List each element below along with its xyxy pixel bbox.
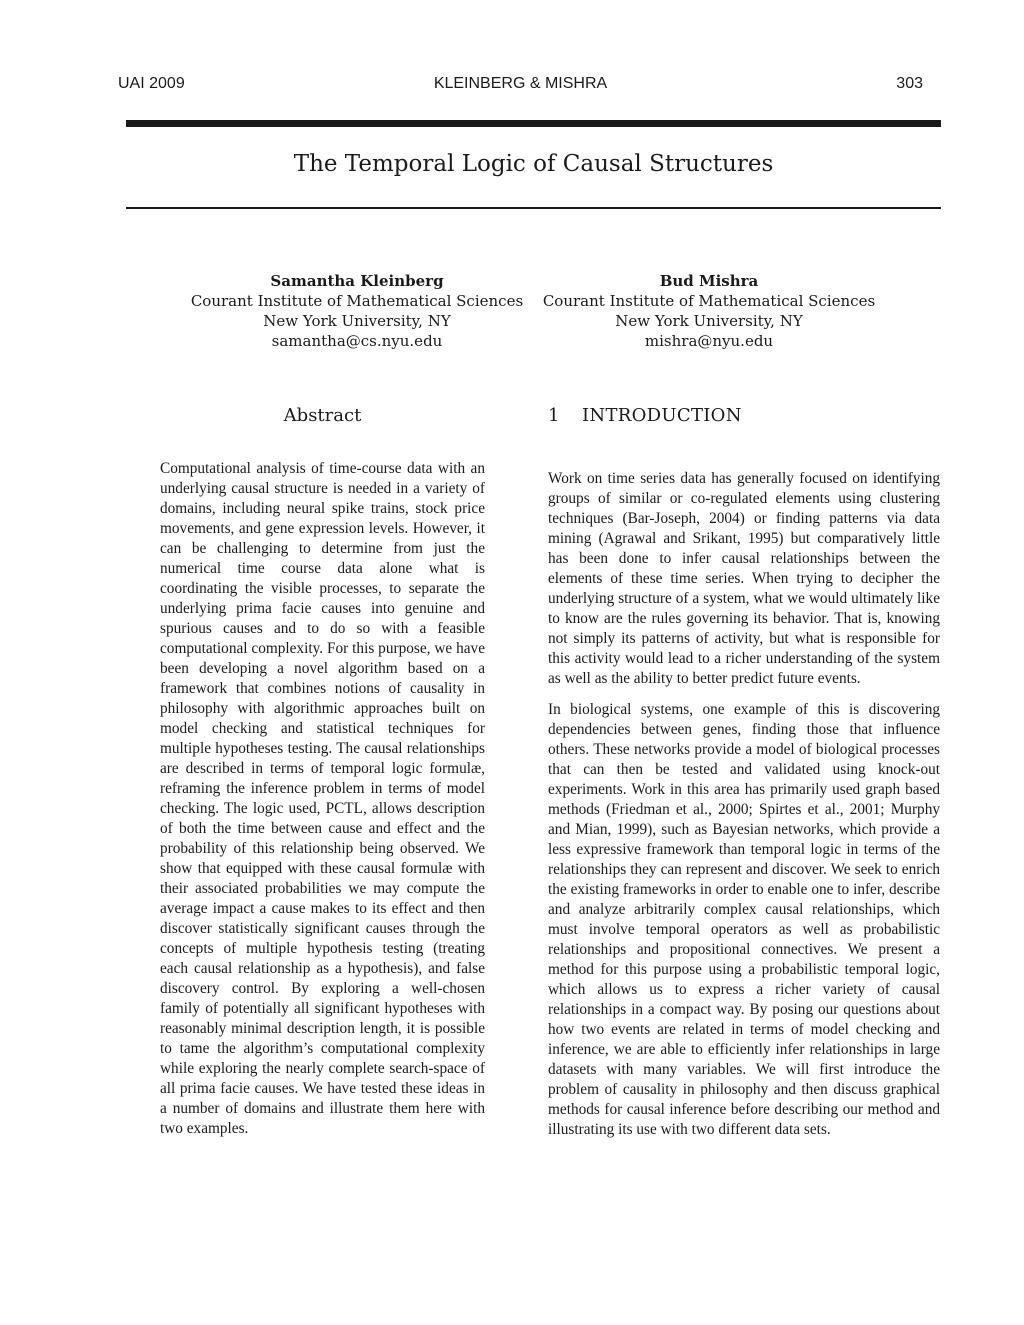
intro-paragraph-1: Work on time series data has generally focused on identifying groups of similar or co-regulated elements using clustering techniques (Bar-Joseph, 2004) or finding patterns via data mining (Agrawal and Srikant, 1995) but comparatively little has been done to infer causal relationships between the elements of these time series. When trying to decipher the underlying structure of a system, what we would ultimately like to know are the rules governing its behavior. That is, knowing not simply its patterns of activity, but what is responsible for this activity would lead to a richer understanding of the system as well as the ability to better predict future events. [548, 470, 940, 687]
author-email: mishra@nyu.edu [644, 332, 774, 350]
abstract-body [160, 459, 485, 1139]
author-university: New York University, NY [263, 312, 451, 330]
conference-label: UAI 2009 [118, 75, 185, 92]
abstract-heading: Abstract [283, 405, 362, 426]
section-number: 1 [548, 405, 560, 426]
author-university: New York University, NY [615, 312, 803, 330]
intro-paragraph-2: In biological systems, one example of this is discovering dependencies between genes, finding those that influence others. These networks provide a model of biological processes that can then be tested and validated using knock-out experiments. Work in this area has primarily used graph based methods (Friedman et al., 2000; Spirtes et al., 2001; Murphy and Mian, 1999), such as Bayesian networks, which provide a less expressive framework than temporal logic in terms of the relationships they can represent and discover. We seek to enrich the existing frameworks in order to enable one to infer, describe and analyze arbitrarily complex causal relationships, which must involve temporal operators as well as probabilistic relationships and propositional connectives. We present a method for this purpose using a probabilistic temporal logic, which allows us to express a richer variety of causal relationships in a compact way. By posing our questions about how two events are related in terms of model checking and inference, we are able to efficiently infer relationships in large datasets with many variables. We will first introduce the problem of causality in philosophy and then discuss graphical methods for causal inference before describing our method and illustrating its use with two different data sets. [548, 701, 940, 1138]
running-head [118, 75, 923, 97]
author-email: samantha@cs.nyu.edu [271, 332, 443, 350]
running-authors: KLEINBERG & MISHRA [433, 75, 608, 92]
section-title: INTRODUCTION [582, 405, 742, 426]
introduction-body [548, 469, 940, 1140]
author-affiliation: Courant Institute of Mathematical Sciences [190, 292, 524, 310]
title-bottom-rule [126, 207, 941, 209]
title-top-rule [126, 120, 941, 127]
author-block-1 [167, 271, 547, 351]
author-name: Bud Mishra [659, 272, 759, 290]
author-block-2 [519, 271, 899, 351]
author-name: Samantha Kleinberg [270, 272, 444, 290]
page-number: 303 [896, 75, 923, 92]
introduction-heading [548, 405, 943, 426]
abstract-text: Computational analysis of time-course data with an underlying causal structure is needed in a variety of domains, including neural spike trains, stock price movements, and gene expression levels. However, it can be challenging to determine from just the numerical time course data alone what is coordinating the visible processes, to separate the underlying prima facie causes into genuine and spurious causes and to do so with a feasible computational complexity. For this purpose, we have been developing a novel algorithm based on a framework that combines notions of causality in philosophy with algorithmic approaches built on model checking and statistical techniques for multiple hypotheses testing. The causal relationships are described in terms of temporal logic formulæ, reframing the inference problem in terms of model checking. The logic used, PCTL, allows description of both the time between cause and effect and the probability of this relationship being observed. We show that equipped with these causal formulæ with their associated probabilities we may compute the average impact a cause makes to its effect and then discover statistically significant causes through the concepts of multiple hypothesis testing (treating each causal relationship as a hypothesis), and false discovery control. By exploring a well-chosen family of potentially all significant hypotheses with reasonably minimal description length, it is possible to tame the algorithm’s computational complexity while exploring the nearly complete search-space of all prima facie causes. We have tested these ideas in a number of domains and illustrate them here with two examples. [160, 460, 485, 1137]
author-affiliation: Courant Institute of Mathematical Sciences [542, 292, 876, 310]
paper-title: The Temporal Logic of Causal Structures [293, 151, 774, 177]
